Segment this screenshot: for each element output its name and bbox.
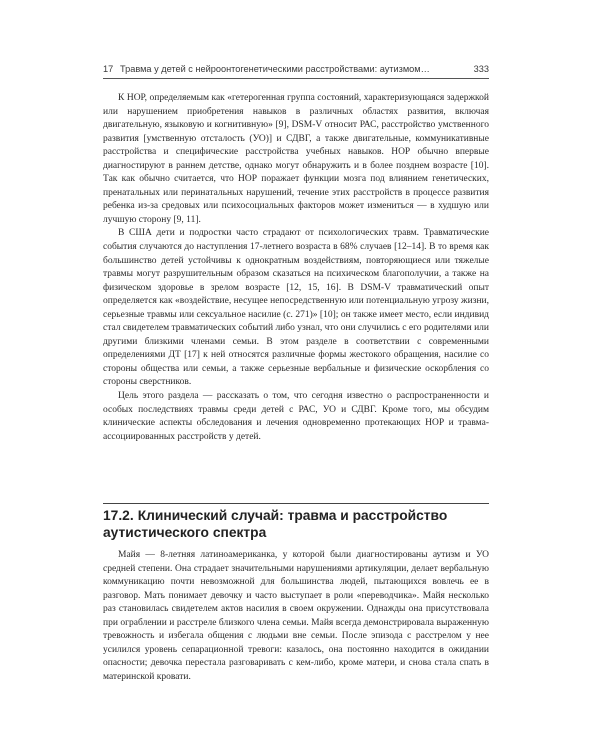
main-text [103,92,489,444]
section-heading [103,507,489,541]
section-number: 17.2. [103,508,134,523]
section-title: Клинический случай: травма и расстройство аутистического спектра [103,508,448,540]
running-header [103,62,489,79]
section-text [103,549,489,684]
paragraph: Цель этого раздела — рассказать о том, что сегодня известно о распространенности и особых последствиях травмы среди детей с РАС, УО и СДВГ. Кроме того, мы обсудим клинические аспекты обследования и лечения одновременно протекающих НОР и травма-ассоциированных расстройств у детей. [103,391,489,442]
paragraph: Майя — 8-летняя латиноамериканка, у которой были диагностированы аутизм и УО средней степени. Она страдает значительными нарушениями артикуляции, делает вербальную коммуникацию почти невозможной для большинства людей, пытающихся вовлечь ее в разговор. Мать понимает девочку и часто выступает в роли «переводчика». Майя несколько раз становилась свидетелем актов насилия в своем окружении. Однажды она присутствовала при ограблении и расстреле близкого члена семьи. Майя всегда демонстрировала выраженную тревожность и избегала общения с людьми вне семьи. После эпизода с расстрелом у нее усилился уровень сепарационной тревоги: казалось, она постоянно находится в ожидании опасности; девочка перестала разговаривать с кем-либо, кроме матери, и снова стала спать в материнской кровати. [103,550,489,682]
section-divider [103,503,489,504]
running-title: Травма у детей с нейроонтогенетическими расстройствами: аутизмом… [120,64,430,74]
chapter-number: 17 [103,64,114,74]
page-number: 333 [473,64,489,74]
paragraph: В США дети и подростки часто страдают от психологических травм. Травматические события случаются до наступления 17-летнего возраста в 68% случаев [12–14]. В то время как большинство детей устойчивы к однократным воздействиям, повторяющиеся или тяжелые травмы могут разрушительным образом сказаться на психическом благополучии, а также на физическом здоровье в зрелом возрасте [12, 15, 16]. В DSM-V травматический опыт определяется как «воздействие, несущее непосредственную или потенциальную угрозу жизни, серьезные травмы или сексуальное насилие (с. 271)» [10]; он также имеет место, если индивид стал свидетелем травматических событий либо узнал, что они случились с его родителями или другими близкими членами семьи. В этом разделе в соответствии с современными определениями ДТ [17] к ней относятся различные формы жестокого обращения, насилие со стороны общества или семьи, а также серьезные вербальные и физические оскорбления со стороны сверстников. [103,228,489,388]
paragraph: К НОР, определяемым как «гетерогенная группа состояний, характеризующаяся задержкой или нарушением приобретения навыков в различных областях развития, включая двигательную, языковую и когнитивную» [9], DSM-V относит РАС, расстройство умственного развития [умственную отсталость (УО)] и СДВГ, а также двигательные, коммуникативные расстройства и специфические расстройства учебных навыков. НОР обычно впервые диагностируют в раннем детстве, однако могут обнаружить и в более позднем возрасте [10]. Так как обычно считается, что НОР поражает функции мозга под влиянием генетических, пренатальных или перинатальных нарушений, течение этих расстройств в процессе развития ребенка из-за средовых или психосоциальных факторов может измениться — в худшую или лучшую сторону [9, 11]. [103,93,489,225]
